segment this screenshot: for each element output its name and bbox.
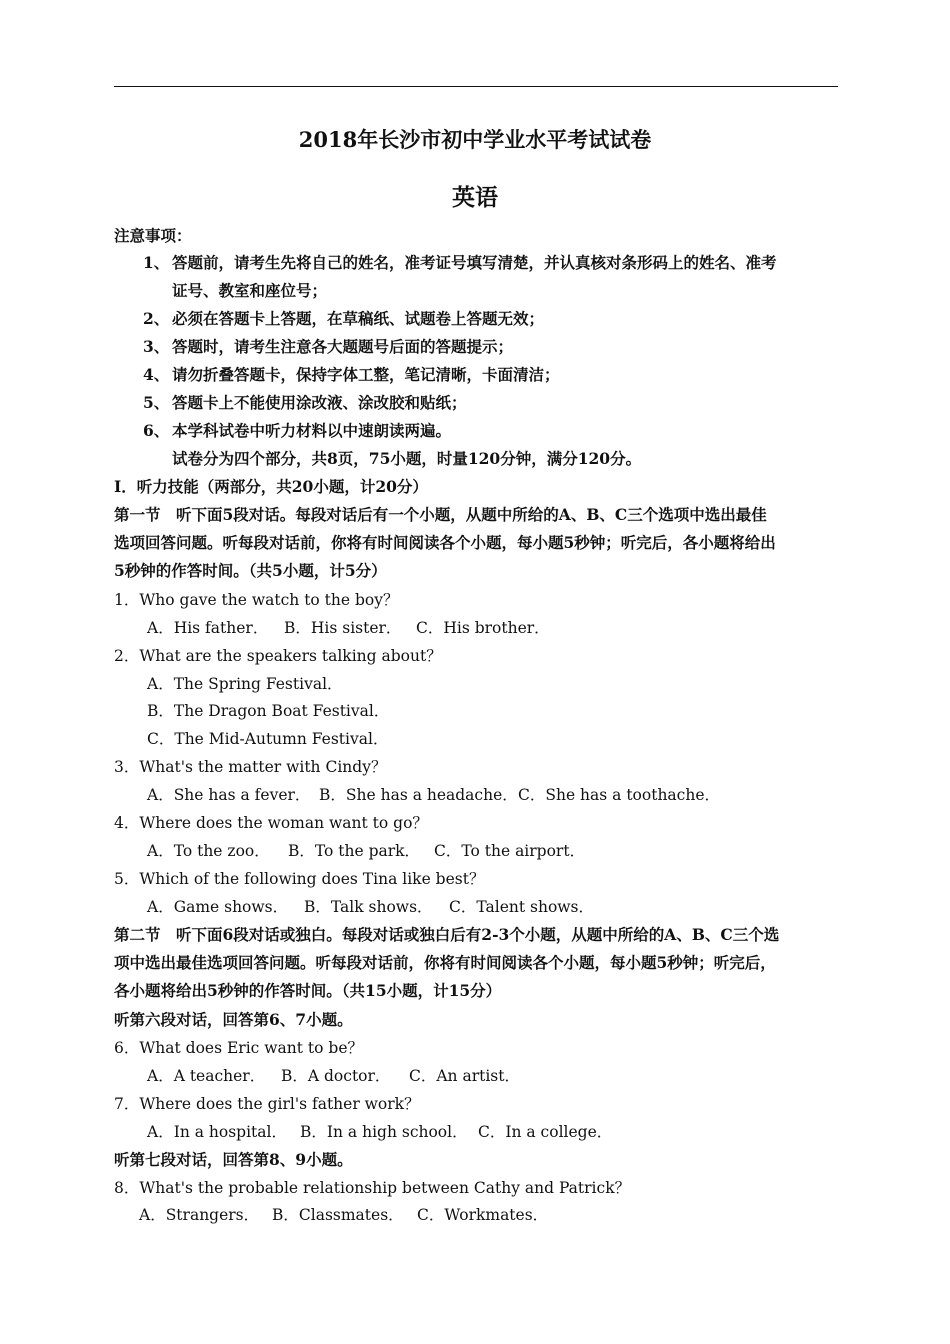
notice-item-text: 答题前，请考生先将自己的姓名，准考证号填写清楚，并认真核对条形码上的姓名、准考 <box>172 253 777 272</box>
section2-instructions: 项中选出最佳选项回答问题。听每段对话前，你将有时间阅读各个小题，每小题5秒钟；听完后， <box>114 953 776 972</box>
question-stem: 5．Which of the following does Tina like best？ <box>114 870 485 888</box>
option-b: B．His sister． <box>284 619 402 637</box>
section1-instructions: 第一节 听下面5段对话。每段对话后有一个小题，从题中所给的A、B、C三个选项中选出最佳 <box>114 505 767 524</box>
option-c: C．His brother． <box>416 619 550 637</box>
notice-item-num: 6、 <box>143 421 170 440</box>
option-c: C．Workmates． <box>417 1206 549 1224</box>
notice-item-text: 请勿折叠答题卡，保持字体工整，笔记清晰，卡面清洁； <box>172 365 560 384</box>
section2-instructions: 第二节 听下面6段对话或独白。每段对话或独白后有2-3个小题，从题中所给的A、B、C三个选 <box>114 925 780 944</box>
exam-title: 2018年长沙市初中学业水平考试试卷 <box>298 127 652 152</box>
notice-item-num: 4、 <box>143 365 170 384</box>
option-a: A．His father． <box>147 619 269 637</box>
option-c: C．Talent shows． <box>449 898 594 916</box>
option-b: B．The Dragon Boat Festival． <box>147 702 390 720</box>
option-c: C．To the airport． <box>434 842 586 860</box>
dialog-instruction: 听第六段对话，回答第6、7小题。 <box>114 1010 353 1029</box>
option-a: A．Strangers． <box>139 1206 260 1224</box>
section1-instructions: 选项回答问题。听每段对话前，你将有时间阅读各个小题，每小题5秒钟；听完后，各小题将给出 <box>114 533 776 552</box>
option-b: B．A doctor． <box>281 1067 391 1085</box>
notice-summary: 试卷分为四个部分，共8页，75小题，时量120分钟，满分120分。 <box>172 449 642 468</box>
option-c: C．In a college． <box>478 1123 613 1141</box>
notice-item-text: 答题卡上不能使用涂改液、涂改胶和贴纸； <box>172 393 467 412</box>
question-stem: 1．Who gave the watch to the boy？ <box>114 591 399 609</box>
notice-item-num: 5、 <box>143 393 170 412</box>
question-stem: 7．Where does the girl's father work？ <box>114 1095 420 1113</box>
section2-instructions: 各小题将给出5秒钟的作答时间。（共15小题，计15分） <box>114 981 502 1000</box>
part1-heading: Ⅰ．听力技能（两部分，共20小题，计20分） <box>114 477 428 496</box>
notice-item-num: 2、 <box>143 309 170 328</box>
notice-item-num: 1、 <box>143 253 170 272</box>
question-stem: 2．What are the speakers talking about？ <box>114 647 442 665</box>
option-c: C．An artist． <box>409 1067 520 1085</box>
option-b: B．Talk shows． <box>304 898 433 916</box>
option-a: A．A teacher． <box>147 1067 266 1085</box>
question-stem: 8．What's the probable relationship between Cathy and Patrick？ <box>114 1179 631 1197</box>
option-b: B．Classmates． <box>272 1206 404 1224</box>
question-stem: 6．What does Eric want to be？ <box>114 1039 363 1057</box>
option-b: B．In a high school． <box>300 1123 468 1141</box>
option-a: A．Game shows． <box>147 898 289 916</box>
option-a: A．She has a fever． <box>147 786 311 804</box>
subject-title: 英语 <box>452 184 498 211</box>
option-a: A．The Spring Festival． <box>147 675 343 693</box>
notice-item-text: 证号、教室和座位号； <box>172 281 328 300</box>
option-c: C．She has a toothache． <box>518 786 721 804</box>
notice-heading: 注意事项： <box>114 226 192 245</box>
question-stem: 3．What's the matter with Cindy？ <box>114 758 387 776</box>
notice-item-text: 必须在答题卡上答题，在草稿纸、试题卷上答题无效； <box>172 309 545 328</box>
option-a: A．In a hospital． <box>147 1123 287 1141</box>
header-rule <box>114 86 838 87</box>
option-b: B．She has a headache． <box>319 786 518 804</box>
option-c: C．The Mid-Autumn Festival． <box>147 730 389 748</box>
dialog-instruction: 听第七段对话，回答第8、9小题。 <box>114 1150 353 1169</box>
option-a: A．To the zoo． <box>147 842 270 860</box>
option-b: B．To the park． <box>288 842 421 860</box>
notice-item-num: 3、 <box>143 337 170 356</box>
question-stem: 4．Where does the woman want to go？ <box>114 814 428 832</box>
section1-instructions: 5秒钟的作答时间。（共5小题，计5分） <box>114 561 387 580</box>
notice-item-text: 答题时，请考生注意各大题题号后面的答题提示； <box>172 337 514 356</box>
notice-item-text: 本学科试卷中听力材料以中速朗读两遍。 <box>172 421 452 440</box>
